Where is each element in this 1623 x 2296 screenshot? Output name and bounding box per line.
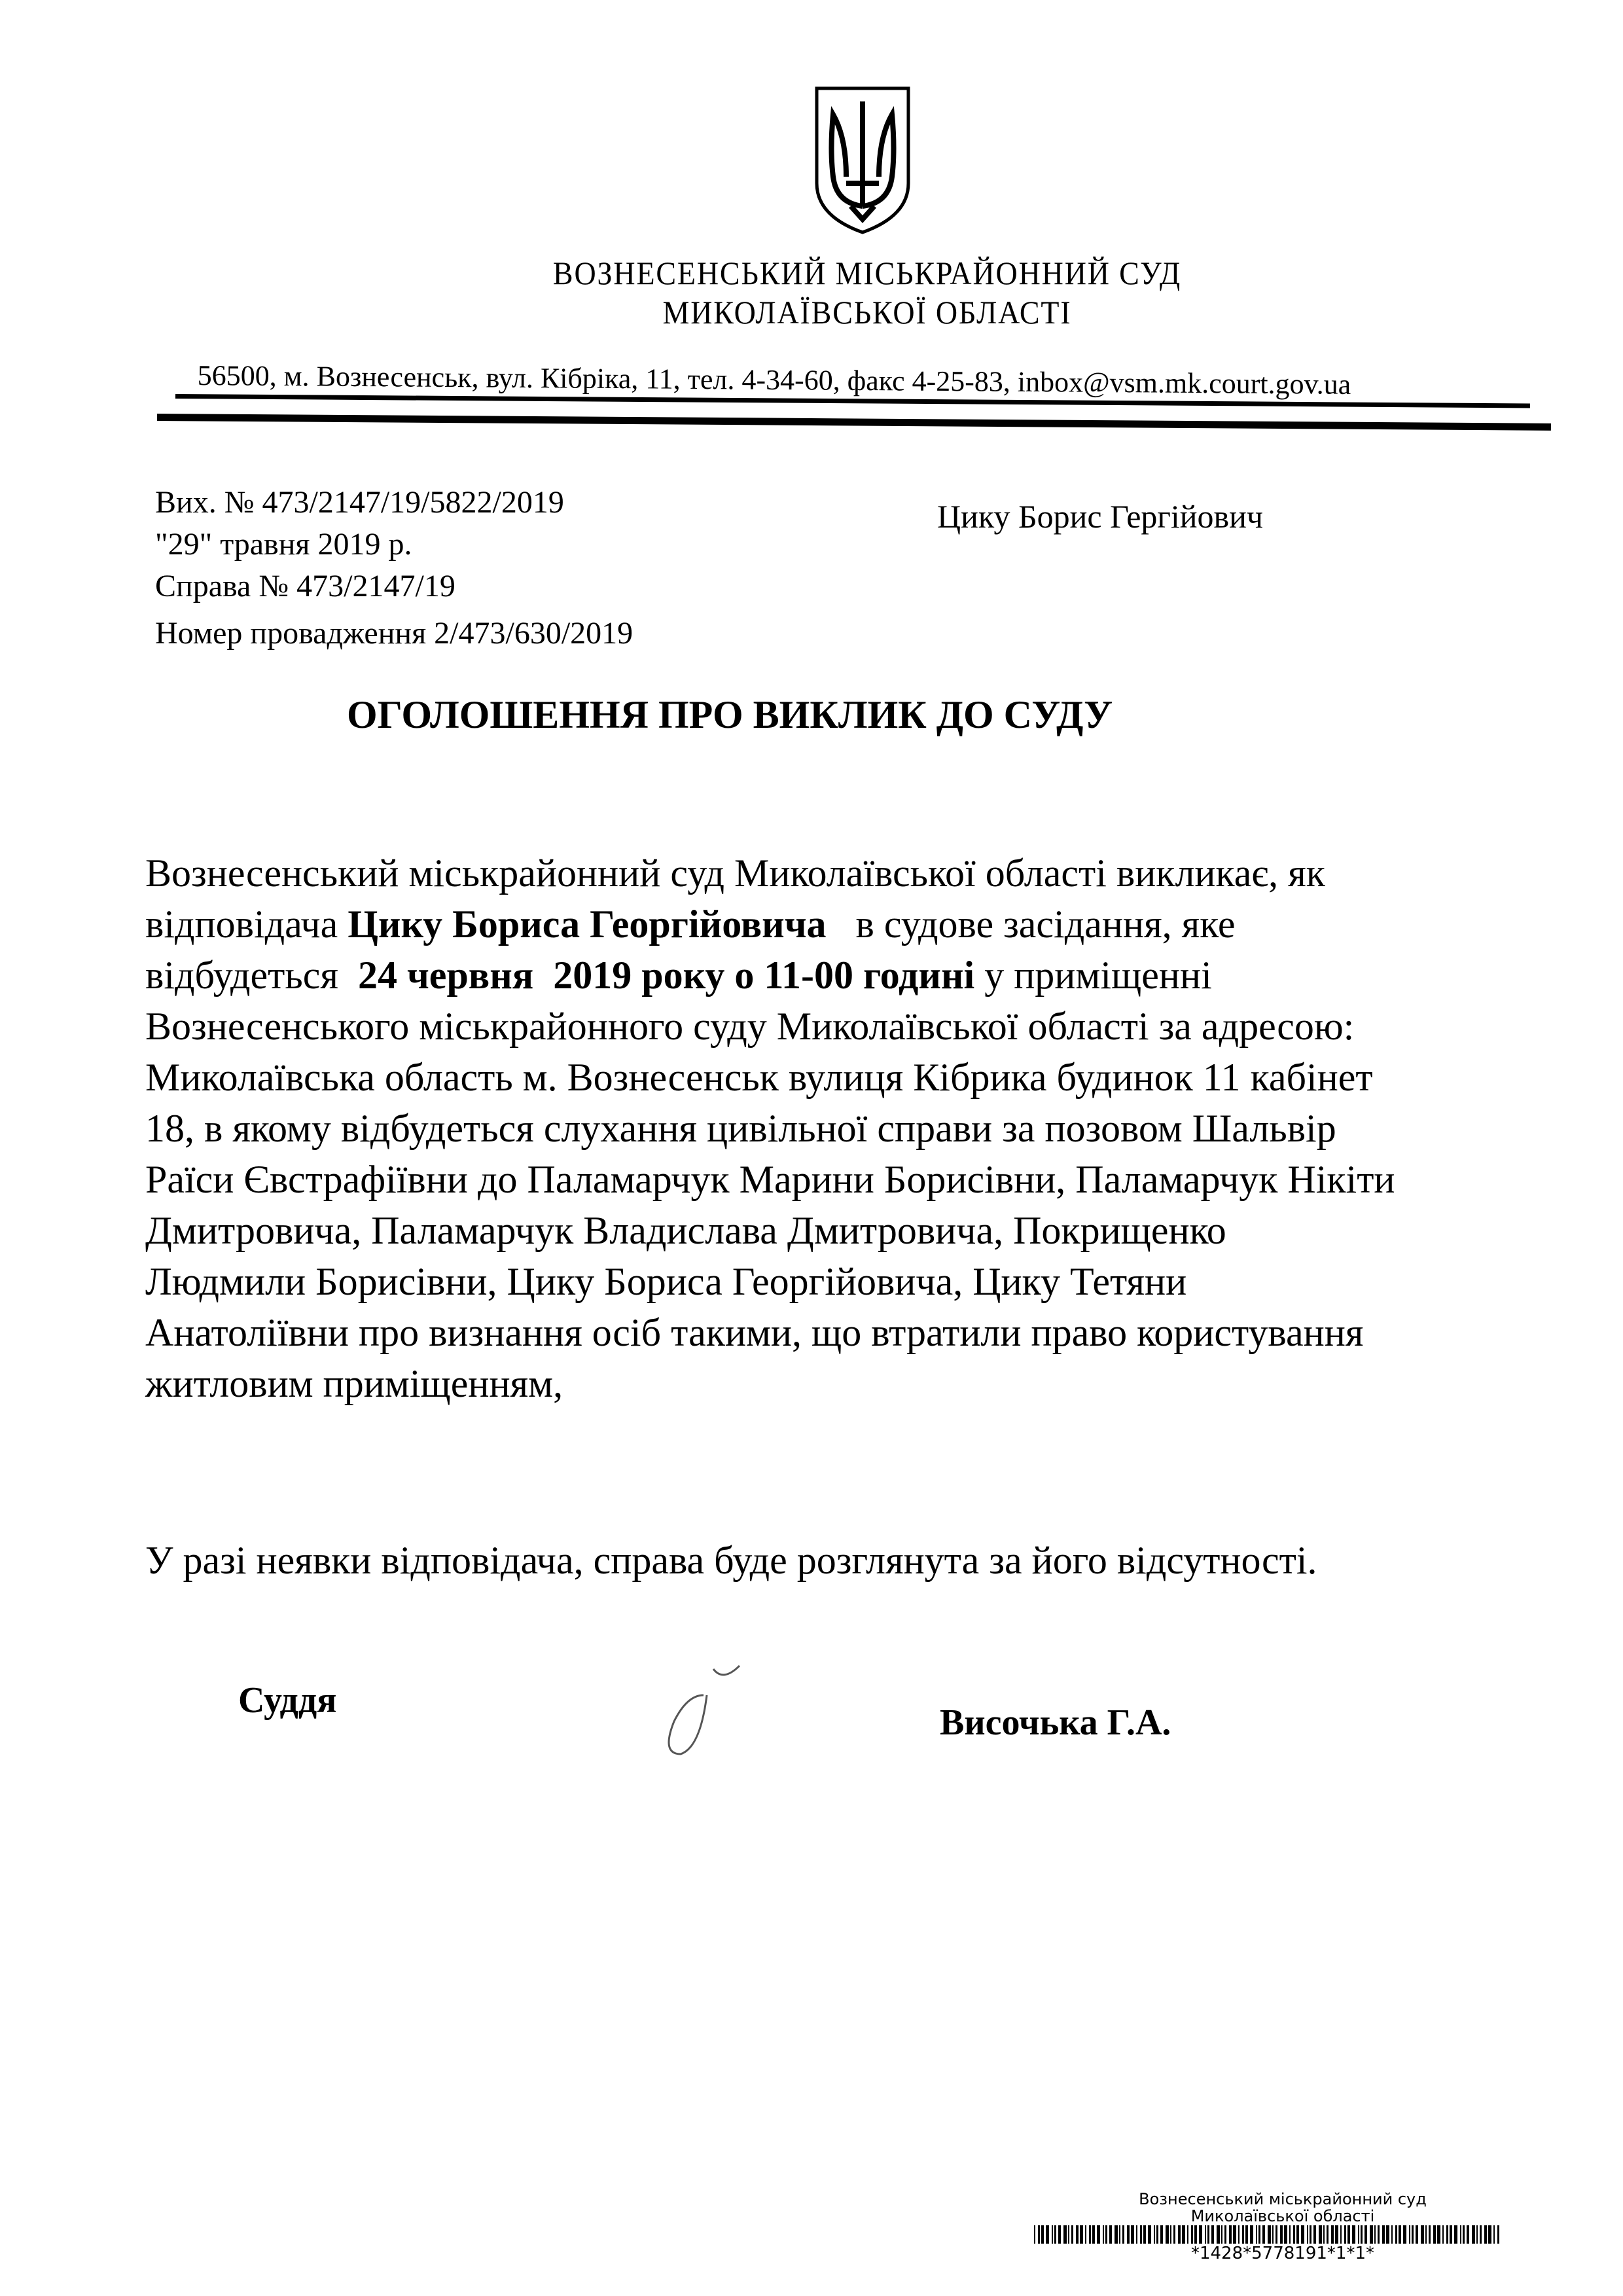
barcode-bar bbox=[1058, 2225, 1061, 2244]
barcode-bar bbox=[1296, 2225, 1299, 2244]
body-line: відбудеться 24 червня 2019 року о 11-00 годині у приміщенні bbox=[145, 954, 1212, 997]
barcode-bar bbox=[1268, 2225, 1271, 2244]
barcode-bar bbox=[1115, 2225, 1118, 2244]
barcode-bar bbox=[1472, 2225, 1475, 2244]
barcode-bar bbox=[1347, 2225, 1350, 2244]
barcode-bar bbox=[1245, 2225, 1248, 2244]
barcode-bar bbox=[1071, 2225, 1073, 2244]
barcode-bar bbox=[1429, 2225, 1431, 2244]
barcode-bar bbox=[1301, 2225, 1304, 2244]
body-line: Вознесенського міськрайонного суду Миколаївської області за адресою: bbox=[145, 1005, 1355, 1048]
barcode-bar bbox=[1229, 2225, 1232, 2244]
barcode-bar bbox=[1382, 2225, 1385, 2244]
barcode-bar bbox=[1497, 2225, 1499, 2244]
barcode-bar bbox=[1386, 2225, 1389, 2244]
barcode-bar bbox=[1191, 2225, 1193, 2244]
barcode-bar bbox=[1122, 2225, 1124, 2244]
barcode-bar bbox=[1154, 2225, 1155, 2244]
barcode-bar bbox=[1258, 2225, 1260, 2244]
barcode bbox=[1034, 2225, 1505, 2244]
barcode-bar bbox=[1250, 2225, 1253, 2244]
body-line: Анатоліївни про визнання осіб такими, що втратили право користування bbox=[145, 1311, 1364, 1354]
barcode-bar bbox=[1275, 2225, 1277, 2244]
proceeding-number: Номер провадження 2/473/630/2019 bbox=[155, 616, 633, 651]
barcode-bar bbox=[1370, 2225, 1373, 2244]
barcode-bar bbox=[1323, 2225, 1325, 2244]
barcode-bar bbox=[1178, 2225, 1181, 2244]
barcode-bar bbox=[1131, 2225, 1134, 2244]
barcode-bar bbox=[1289, 2225, 1291, 2244]
barcode-bar bbox=[1361, 2225, 1363, 2244]
barcode-bar bbox=[1437, 2225, 1440, 2244]
barcode-bar bbox=[1109, 2225, 1112, 2244]
barcode-bar bbox=[1233, 2225, 1236, 2244]
barcode-bar bbox=[1280, 2225, 1283, 2244]
notice-heading: ОГОЛОШЕННЯ ПРО ВИКЛИК ДО СУДУ bbox=[347, 693, 1113, 736]
barcode-bar bbox=[1217, 2225, 1220, 2244]
body-line: Людмили Борисівни, Цику Бориса Георгійовича, Цику Тетяни bbox=[145, 1260, 1187, 1303]
barcode-bar bbox=[1194, 2225, 1197, 2244]
barcode-bar bbox=[1182, 2225, 1185, 2244]
barcode-bar bbox=[1221, 2225, 1222, 2244]
barcode-bar bbox=[1148, 2225, 1151, 2244]
barcode-bar bbox=[1038, 2225, 1040, 2244]
barcode-bar bbox=[1480, 2225, 1482, 2244]
barcode-bar bbox=[1068, 2225, 1069, 2244]
barcode-bar bbox=[1374, 2225, 1376, 2244]
judge-title: Суддя bbox=[238, 1680, 337, 1721]
barcode-bar bbox=[1063, 2225, 1067, 2244]
body-line: 18, в якому відбудеться слухання цивільної справи за позовом Шальвір bbox=[145, 1107, 1336, 1150]
barcode-bar bbox=[1364, 2225, 1367, 2244]
barcode-bar bbox=[1242, 2225, 1244, 2244]
barcode-bar bbox=[1344, 2225, 1346, 2244]
body-line: Дмитровича, Паламарчук Владислава Дмитровича, Покрищенко bbox=[145, 1209, 1226, 1252]
barcode-bar bbox=[1143, 2225, 1146, 2244]
barcode-bar bbox=[1467, 2225, 1469, 2244]
barcode-bar bbox=[1391, 2225, 1393, 2244]
body-line: житловим приміщенням, bbox=[145, 1362, 563, 1405]
barcode-bar bbox=[1097, 2225, 1100, 2244]
barcode-bar bbox=[1103, 2225, 1104, 2244]
barcode-bar bbox=[1450, 2225, 1452, 2244]
barcode-bar bbox=[1331, 2225, 1334, 2244]
recipient: Цику Борис Гергійович bbox=[937, 498, 1264, 535]
barcode-bar bbox=[1199, 2225, 1202, 2244]
case-number: Справа № 473/2147/19 bbox=[155, 569, 455, 603]
barcode-bar bbox=[1272, 2225, 1274, 2244]
barcode-bar bbox=[1399, 2225, 1401, 2244]
barcode-bar bbox=[1378, 2225, 1380, 2244]
barcode-bar bbox=[1310, 2225, 1311, 2244]
barcode-bar bbox=[1425, 2225, 1427, 2244]
barcode-bar bbox=[1358, 2225, 1359, 2244]
barcode-bar bbox=[1416, 2225, 1418, 2244]
barcode-bar bbox=[1352, 2225, 1355, 2244]
barcode-bar bbox=[1313, 2225, 1316, 2244]
barcode-bar bbox=[1187, 2225, 1188, 2244]
handwritten-signature bbox=[635, 1656, 759, 1787]
barcode-bar bbox=[1284, 2225, 1287, 2244]
barcode-bar bbox=[1119, 2225, 1120, 2244]
barcode-bar bbox=[1166, 2225, 1169, 2244]
judge-name: Височька Г.А. bbox=[940, 1702, 1171, 1743]
barcode-bar bbox=[1160, 2225, 1163, 2244]
barcode-bar bbox=[1395, 2225, 1397, 2244]
barcode-bar bbox=[1105, 2225, 1107, 2244]
body-line: Вознесенський міськрайонний суд Миколаївської області викликає, як bbox=[145, 852, 1325, 895]
barcode-bar bbox=[1076, 2225, 1079, 2244]
barcode-bar bbox=[1211, 2225, 1214, 2244]
barcode-bar bbox=[1127, 2225, 1130, 2244]
barcode-bar bbox=[1293, 2225, 1295, 2244]
body-line: відповідача Цику Бориса Георгійовича в судове засідання, яке bbox=[145, 903, 1236, 946]
body-line: У разі неявки відповідача, справа буде розглянута за його відсутності. bbox=[145, 1539, 1317, 1582]
barcode-bar bbox=[1488, 2225, 1491, 2244]
barcode-bar bbox=[1403, 2225, 1406, 2244]
court-name-line1: ВОЗНЕСЕНСЬКИЙ МІСЬКРАЙОННИЙ СУД bbox=[552, 255, 1182, 291]
barcode-bar bbox=[1307, 2225, 1308, 2244]
court-address: 56500, м. Вознесенськ, вул. Кібріка, 11, тел. 4-34-60, факс 4-25-83, inbox@vsm.mk.court.gov.ua bbox=[197, 359, 1351, 401]
barcode-bar bbox=[1442, 2225, 1444, 2244]
barcode-bar bbox=[1207, 2225, 1209, 2244]
barcode-bar bbox=[1463, 2225, 1465, 2244]
barcode-bar bbox=[1156, 2225, 1158, 2244]
barcode-bar bbox=[1054, 2225, 1056, 2244]
barcode-bar bbox=[1085, 2225, 1086, 2244]
barcode-bar bbox=[1170, 2225, 1171, 2244]
barcode-bar bbox=[1493, 2225, 1495, 2244]
letter-date: "29" травня 2019 р. bbox=[155, 527, 412, 562]
barcode-bar bbox=[1327, 2225, 1329, 2244]
barcode-bar bbox=[1080, 2225, 1083, 2244]
barcode-bar bbox=[1052, 2225, 1053, 2244]
barcode-bar bbox=[1340, 2225, 1342, 2244]
barcode-bar bbox=[1421, 2225, 1424, 2244]
outgoing-number: Вих. № 473/2147/19/5822/2019 bbox=[155, 485, 564, 520]
trident-emblem-icon bbox=[810, 85, 915, 236]
barcode-bar bbox=[1224, 2225, 1226, 2244]
barcode-bar bbox=[1238, 2225, 1240, 2244]
barcode-bar bbox=[1454, 2225, 1457, 2244]
barcode-bar bbox=[1335, 2225, 1338, 2244]
barcode-bar bbox=[1089, 2225, 1091, 2244]
barcode-bar bbox=[1484, 2225, 1487, 2244]
court-name-line2: МИКОЛАЇВСЬКОЇ ОБЛАСТІ bbox=[662, 294, 1072, 331]
body-line: Миколаївська область м. Вознесенськ вулиця Кібрика будинок 11 кабінет bbox=[145, 1056, 1373, 1099]
barcode-bar bbox=[1046, 2225, 1049, 2244]
barcode-bar bbox=[1262, 2225, 1265, 2244]
barcode-bar bbox=[1256, 2225, 1257, 2244]
barcode-bar bbox=[1460, 2225, 1461, 2244]
barcode-bar bbox=[1136, 2225, 1137, 2244]
barcode-bar bbox=[1205, 2225, 1206, 2244]
barcode-bar bbox=[1476, 2225, 1478, 2244]
barcode-bar bbox=[1041, 2225, 1044, 2244]
stamp-court-line2: Миколаївської області bbox=[1190, 2207, 1375, 2225]
barcode-bar bbox=[1412, 2225, 1414, 2244]
barcode-number: *1428*5778191*1*1* bbox=[1190, 2244, 1375, 2263]
stamp-court-line1: Вознесенський міськрайонний суд bbox=[1139, 2190, 1427, 2208]
barcode-bar bbox=[1034, 2225, 1035, 2244]
barcode-bar bbox=[1319, 2225, 1322, 2244]
barcode-bar bbox=[1173, 2225, 1175, 2244]
barcode-bar bbox=[1433, 2225, 1436, 2244]
body-line: Раїси Євстрафіївни до Паламарчук Марини Борисівни, Паламарчук Нікіти bbox=[145, 1158, 1395, 1201]
barcode-bar bbox=[1092, 2225, 1095, 2244]
barcode-bar bbox=[1446, 2225, 1448, 2244]
header-rule-thick bbox=[157, 414, 1551, 431]
barcode-bar bbox=[1140, 2225, 1142, 2244]
barcode-bar bbox=[1409, 2225, 1410, 2244]
